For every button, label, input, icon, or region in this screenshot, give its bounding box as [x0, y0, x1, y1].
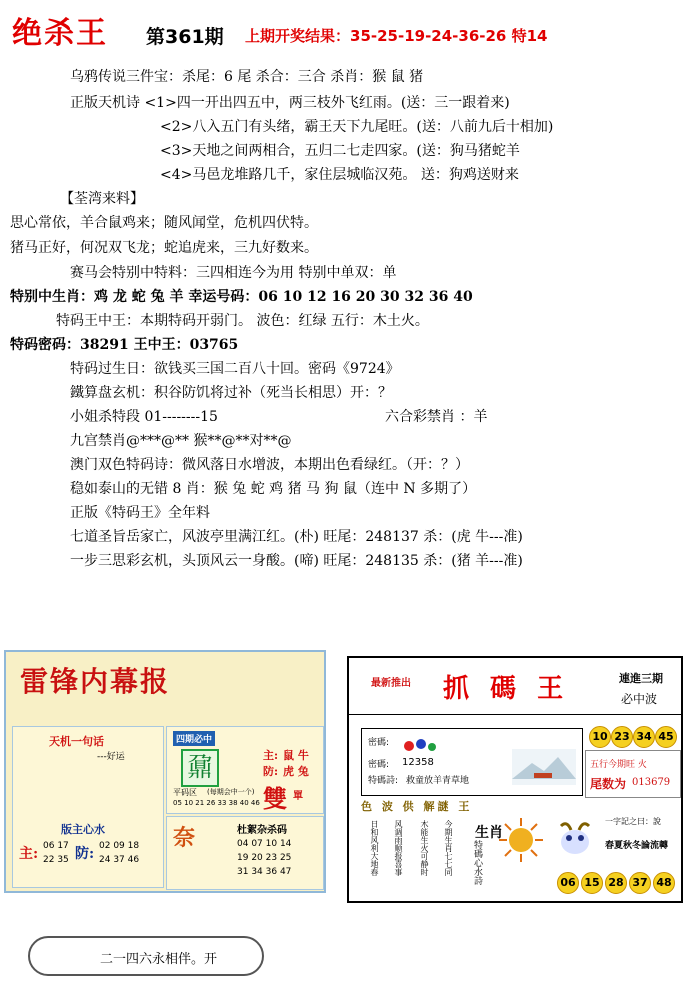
verse-col: 今期生肖七七同 [444, 820, 453, 876]
text-line: <4>马邑龙堆路几千，家住层城临汉苑。 送：狗鸡送财来 [160, 167, 519, 183]
ball: 48 [653, 872, 675, 894]
text-line: 赛马会特别中特料：三四相连今为用 特别中单双：单 [70, 265, 397, 281]
ball: 45 [655, 726, 677, 748]
shengxiao: 生肖 [475, 825, 503, 841]
poem-label: 特碼詩: [368, 776, 399, 786]
guard-label: 防: [263, 765, 279, 778]
text-line: 特码密码：38291 王中王：03765 [10, 337, 239, 353]
ping-label: 平码区 [173, 788, 197, 797]
ping-nums: 05 10 21 26 33 38 40 46 [173, 799, 260, 807]
section-heading: 【荃湾来料】 [60, 191, 144, 207]
text-line: 乌鸦传说三件宝：杀尾：6 尾 杀合：三合 杀肖：猴 鼠 猪 [70, 69, 424, 85]
blue-ball-icon [416, 739, 426, 749]
text-line: 稳如泰山的无错 8 肖：猴 兔 蛇 鸡 猪 马 狗 鼠（连中 N 多期了） [70, 481, 477, 497]
zhu-nums2: 22 35 [43, 855, 69, 865]
code-label2: 密碼: [368, 760, 390, 770]
code-box [361, 728, 583, 796]
kill-row: 04 07 10 14 [237, 839, 292, 849]
ball: 23 [611, 726, 633, 748]
poem: 救童放羊青草地 [406, 776, 470, 786]
fang-label: 防: [75, 846, 95, 862]
wuxing-box [585, 750, 681, 798]
left-panel [12, 726, 164, 888]
main-label: 主: [263, 749, 279, 762]
zhuama-card [347, 656, 683, 903]
page-title: 绝杀王 [12, 16, 108, 51]
sun-icon [499, 818, 543, 862]
text-line: 一步三思彩玄机，头顶风云一身酸。(啼) 旺尾：248135 杀：(猪 羊---准) [70, 553, 523, 569]
code-label: 密碼: [368, 738, 390, 748]
text-line: <2>八入五门有头绪，霸王天下九尾旺。(送：八前九后十相加) [160, 119, 554, 135]
issue-number: 第361期 [146, 26, 224, 48]
zhu-nums: 06 17 [43, 841, 69, 851]
kill-title: 杜絮杂杀码 [237, 825, 287, 836]
ball: 10 [589, 726, 611, 748]
text-line: 澳门双色特码诗：微风落日水增波，本期出色看绿红。（开：？） [70, 457, 469, 473]
ball: 15 [581, 872, 603, 894]
goat-icon [553, 816, 597, 860]
zhu-label: 主: [19, 846, 39, 862]
ball: 37 [629, 872, 651, 894]
bottom-verse: 春夏秋冬論流轉 [605, 841, 669, 851]
fang-nums: 02 09 18 [99, 841, 140, 851]
guarantee: 必中波 [621, 692, 658, 706]
ping-hint: (每期会中一个) [207, 788, 255, 796]
ball: 34 [633, 726, 655, 748]
green-ball-icon [428, 743, 436, 751]
kill-panel [166, 816, 324, 890]
code-value: 12358 [402, 757, 434, 768]
text-line: 思心常依，羊合鼠鸡来；随风闻堂，危机四伏特。 [10, 215, 318, 231]
right-header: 四期必中 [173, 731, 215, 746]
text-line: 六合彩禁肖 ：羊 [385, 409, 488, 425]
red-ball-icon [404, 741, 414, 751]
ball: 06 [557, 872, 579, 894]
kill-row: 31 34 36 47 [237, 867, 292, 877]
guard-zodiac: 虎 兔 [283, 765, 309, 778]
tail-label: 尾数为 [590, 777, 627, 791]
color-tag: 色 波 供 解謎 王 [361, 800, 473, 813]
tag: 最新推出 [371, 678, 411, 689]
leifeng-card [4, 650, 326, 893]
verse-col: 木能生火可静时 [420, 820, 429, 876]
tail-value: 013679 [632, 777, 671, 788]
big-char: 鼐 [181, 749, 219, 787]
fang-nums2: 24 37 46 [99, 855, 140, 865]
text-line: 正版《特码王》全年料 [70, 505, 210, 521]
card-header [349, 658, 681, 715]
text-line: 小姐杀特段 01--------15 [70, 409, 218, 425]
kill-row: 19 20 23 25 [237, 853, 292, 863]
side-poem: 特碼心水詩 [472, 840, 482, 885]
boat-illustration [512, 749, 576, 785]
text-line: 特码过生日：欲钱买三国二百八十回。密码《9724》 [70, 361, 400, 377]
verse-col: 风调雨顺报喜事 [394, 820, 403, 876]
footer-cloud [28, 936, 264, 976]
heading-tianji: 天机一句话 [49, 735, 104, 748]
text-line: 特码王中王：本期特码开弱门。 波色：红绿 五行：木土火。 [56, 313, 429, 329]
text-line: 七道圣旨岳家亡，风波亭里满江红。(朴) 旺尾：248137 杀：(虎 牛---准) [70, 529, 523, 545]
footer-text: 二一四六永相伴。开 [100, 952, 218, 967]
wuxing: 五行今期旺 火 [590, 760, 647, 770]
heading-banzhu: 版主心水 [61, 823, 105, 836]
double-char: 雙 [263, 784, 287, 813]
single-char: 單 [293, 791, 303, 802]
text-line: 猪马正好，何况双飞龙；蛇追虎来，三九好数来。 [10, 240, 318, 256]
text-line: 正版天机诗 <1>四一开出四五中，两三枝外飞红雨。(送：三一跟着来) [70, 95, 510, 111]
lower-char: 奈 [173, 825, 196, 851]
text-line: 鐵算盘玄机：积谷防饥将过补（死当长相思）开：？ [70, 385, 392, 401]
right-panel [166, 726, 324, 814]
main-zodiac: 鼠 牛 [283, 749, 309, 762]
last-result: 上期开奖结果：35-25-19-24-36-26 特14 [245, 27, 548, 45]
author: ---好运 [97, 752, 125, 762]
card-title: 抓 碼 王 [443, 674, 570, 704]
verse-col: 日和风利大地春 [370, 820, 379, 876]
card-title: 雷锋内幕报 [20, 665, 171, 698]
text-line: <3>天地之间两相合，五归二七走四家。(送：狗马猪蛇羊 [160, 143, 520, 159]
text-line: 特别中生肖：鸡 龙 蛇 兔 羊 幸运号码：06 10 12 16 20 30 32 36 40 [10, 289, 473, 305]
text-line: 九宫禁肖@***@** 猴**@**对**@ [70, 433, 292, 449]
ball: 28 [605, 872, 627, 894]
hint: 一字記之曰：說 [605, 817, 661, 826]
streak: 連進三期 [619, 672, 663, 685]
